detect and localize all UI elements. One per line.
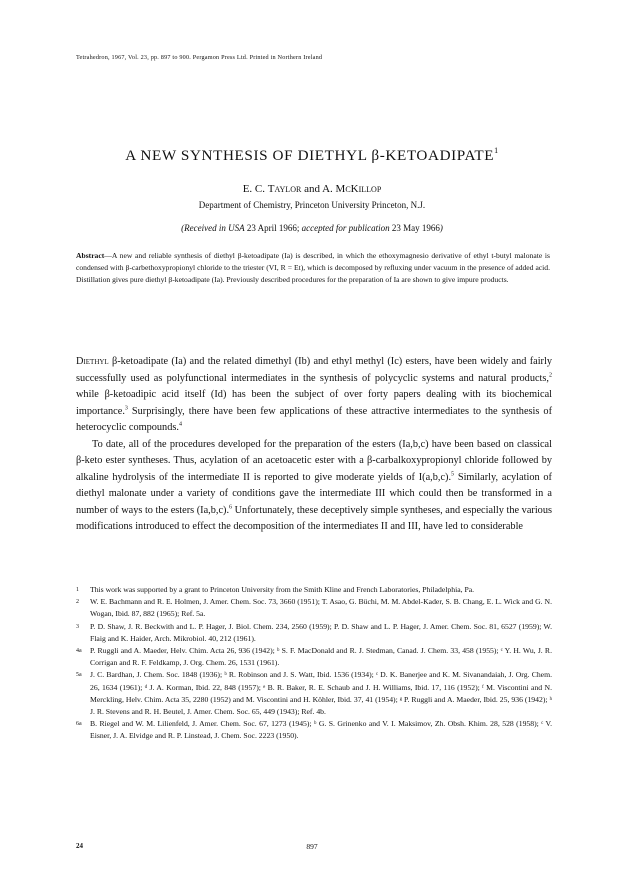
paragraph-1: [76, 354, 552, 437]
reference-mark: 5: [451, 471, 455, 478]
received-date: 23 April 1966;: [244, 223, 302, 233]
author-2-surname: McKillop: [335, 183, 382, 195]
author-line: [0, 183, 624, 195]
article-title: [0, 146, 624, 165]
signature-number: 24: [76, 842, 83, 850]
footnote-text: J. C. Bardhan, J. Chem. Soc. 1848 (1936); ᵇ R. Robinson and J. S. Watt, Ibid. 1536 (1934); ᶜ D. K. Banerjee and K. M. Sivanandaiah, J. Org. Chem. 26, 1634 (1961); ᵈ J. A. Korman, Ibid. 22, 848 (1957); ᵉ B. R. Baker, R. E. Schaub and J. H. Williams, Ibid. 17, 116 (1952); ᶠ M. Viscontini and N. Merckling, Helv. Chim. Acta 35, 2280 (1952) and M. Viscontini and H. Köhler, Ibid. 37, 41 (1954); ᵍ P. Ruggli and A. Maeder, Ibid. 25, 936 (1942); ʰ J. R. Stevens and R. H. Beutel, J. Amer. Chem. Soc. 65, 449 (1943); Ref. 4b.: [90, 670, 552, 717]
footnote-text: This work was supported by a grant to Princeton University from the Smith Kline and French Laboratories, Philadelphia, Pa.: [90, 585, 475, 594]
reference-mark: 6: [229, 504, 233, 511]
footnote: [76, 584, 552, 596]
paragraph-1-text-c: Surprisingly, there have been few applications of these attractive intermediates to the synthesis of heterocyclic compounds.: [76, 405, 552, 434]
received-line: (Received in USA 23 April 1966; accepted for publication 23 May 1966): [181, 223, 443, 233]
footnote: [76, 596, 552, 620]
paragraph-lead-word: Diethyl: [76, 356, 109, 367]
reference-mark: 4: [178, 421, 182, 428]
footnote: [76, 621, 552, 645]
abstract-label: Abstract: [76, 251, 105, 260]
reference-mark: 3: [124, 405, 128, 412]
title-footnote-mark: 1: [494, 146, 499, 155]
footnote-text: B. Riegel and W. M. Lilienfeld, J. Amer. Chem. Soc. 67, 1273 (1945); ᵇ G. S. Grinenko and V. I. Maksimov, Zh. Obsh. Khim. 28, 528 (1958); ᶜ V. Eisner, J. A. Elvidge and R. P. Linstead, J. Chem. Soc. 2223 (1950).: [90, 719, 552, 741]
footnote-mark: 6a: [76, 721, 82, 728]
running-head: Tetrahedron, 1967, Vol. 23, pp. 897 to 900. Pergamon Press Ltd. Printed in Northern Ireland: [76, 54, 323, 61]
footnote: [76, 669, 552, 718]
footnote-text: W. E. Bachmann and R. E. Holmen, J. Amer. Chem. Soc. 73, 3660 (1951); T. Asao, G. Büchi, M. M. Abdel-Kader, S. B. Chang, E. L. Wick and G. N. Wogan, Ibid. 87, 882 (1965); Ref. 5a.: [90, 597, 552, 619]
paragraph-2-text-b: Similarly, acylation of diethyl malonate under a variety of conditions gave the intermediate III which could then be transformed in a number of ways to the esters (Ia,b,c).: [76, 471, 552, 516]
footnotes: [76, 584, 552, 743]
footnote-mark: 4a: [76, 648, 82, 655]
abstract: [76, 250, 550, 286]
author-conjunction: and: [301, 183, 323, 195]
footnote: [76, 645, 552, 669]
abstract-text: —A new and reliable synthesis of diethyl β-ketoadipate (Ia) is described, in which the ethoxymagnesio derivative of ethyl t-butyl malonate is condensed with β-carbethoxypropionyl chloride to the triester (VI, R = Et), which is decomposed by refluxing under vacuum in the presence of added acid. Distillation gives pure diethyl β-ketoadipate (Ia). Previously described procedures for the preparation of Ia are shown to give impure products.: [76, 251, 550, 284]
body-text: [76, 354, 552, 536]
accepted-date: 23 May 1966: [389, 223, 440, 233]
title-text: A NEW SYNTHESIS OF DIETHYL β-KETOADIPATE: [125, 147, 495, 164]
paragraph-2-text-a: To date, all of the procedures developed for the preparation of the esters (Ia,b,c) have been based on classical β-keto ester syntheses. Thus, acylation of an acetoacetic ester with a β-carbalkoxypropionyl chloride followed by alkaline hydrolysis of the intermediate II is reported to give moderate yields of I(a,b,c).: [76, 438, 552, 483]
author-1-initials: E. C.: [242, 183, 268, 195]
footnote-text: P. Ruggli and A. Maeder, Helv. Chim. Acta 26, 936 (1942); ᵇ S. F. MacDonald and R. J. Stedman, Canad. J. Chem. 33, 458 (1955); ᶜ Y. H. Wu, J. R. Corrigan and R. F. Feldkamp, J. Org. Chem. 26, 1531 (1961).: [90, 646, 552, 668]
reference-mark: 2: [549, 372, 552, 379]
paragraph-1-text-b: while β-ketoadipic acid itself (Id) has been the subject of over forty papers dealing with its biochemical importance.: [76, 389, 552, 417]
page-number: 897: [306, 842, 318, 851]
footnote-mark: 5a: [76, 672, 82, 679]
affiliation: Department of Chemistry, Princeton University Princeton, N.J.: [198, 200, 426, 210]
footnote: [76, 718, 552, 742]
footnote-text: P. D. Shaw, J. R. Beckwith and L. P. Hager, J. Biol. Chem. 234, 2560 (1959); P. D. Shaw and L. P. Hager, J. Amer. Chem. Soc. 81, 6527 (1959); W. Flaig and K. Haider, Arch. Mikrobiol. 40, 212 (1961).: [90, 621, 552, 643]
author-2-initials: A.: [322, 183, 336, 195]
paragraph-2: [76, 437, 552, 536]
footnote-mark: 1: [76, 587, 79, 593]
accepted-label: accepted for publication: [301, 223, 390, 233]
received-label: Received in USA: [184, 223, 245, 233]
paragraph-1-text-a: β-ketoadipate (Ia) and the related dimethyl (Ib) and ethyl methyl (Ic) esters, have been widely and fairly successfully used as polyfunctional intermediates in the synthesis of polycyclic systems and natural products,: [76, 356, 552, 384]
paragraph-2-text-c: Unfortunately, these deceptively simple syntheses, and especially the various modifications introduced to effect the decomposition of the intermediates II and III, have led to considerable: [76, 504, 552, 533]
author-1-surname: Taylor: [267, 183, 302, 195]
footnote-mark: 3: [76, 623, 79, 630]
footnote-mark: 2: [76, 599, 79, 606]
